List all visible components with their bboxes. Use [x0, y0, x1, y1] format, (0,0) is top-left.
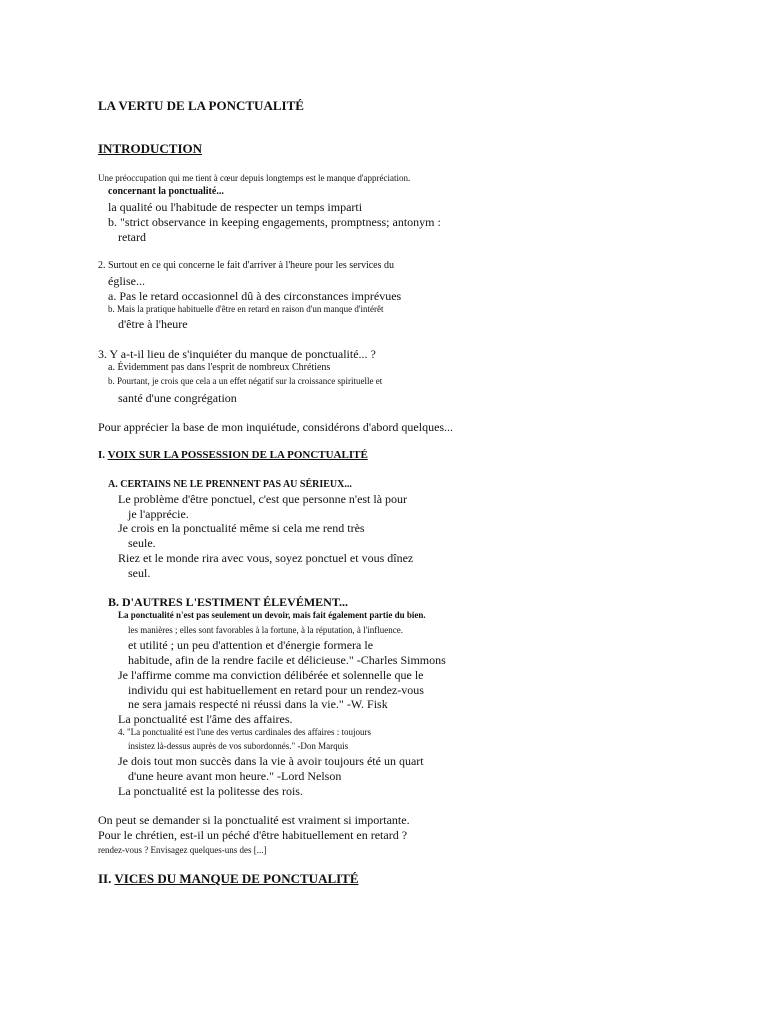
intro-concerning: concernant la ponctualité... — [108, 186, 224, 197]
point3-b-line2: santé d'une congrégation — [118, 391, 237, 405]
section-2-heading — [98, 872, 359, 885]
subsection-b-line3: et utilité ; un peu d'attention et d'énergie formera le — [128, 638, 374, 652]
closing-line2: Pour le chrétien, est-il un péché d'être habituellement en retard ? — [98, 828, 408, 842]
section-1-heading — [98, 450, 368, 461]
point3: 3. Y a-t-il lieu de s'inquiéter du manque de ponctualité... ? — [98, 347, 376, 361]
point3-a: a. Évidemment pas dans l'esprit de nombreux Chrétiens — [108, 362, 331, 373]
subsection-a-line5: Riez et le monde rira avec vous, soyez ponctuel et vous dînez — [118, 551, 414, 565]
subsection-a-heading: A. CERTAINS NE LE PRENNENT PAS AU SÉRIEUX... — [108, 479, 352, 490]
subsection-b-line5: Je l'affirme comme ma conviction délibérée et solennelle que le — [118, 668, 424, 682]
subsection-b-line10: insistez là-dessus auprès de vos subordonnés." -Don Marquis — [128, 741, 349, 751]
section-1-title: VOIX SUR LA POSSESSION DE LA PONCTUALITÉ — [107, 449, 368, 461]
point2-b-line1: b. Mais la pratique habituelle d'être en retard en raison d'un manque d'intérêt — [108, 304, 384, 314]
subsection-a-line4: seule. — [128, 536, 156, 550]
subsection-b-heading: B. D'AUTRES L'ESTIMENT ÉLEVÉMENT... — [108, 595, 348, 609]
intro-def-a: la qualité ou l'habitude de respecter un temps imparti — [108, 200, 363, 214]
subsection-b-line7: ne sera jamais respecté ni réussi dans la vie." -W. Fisk — [128, 697, 388, 711]
section-2-title: VICES DU MANQUE DE PONCTUALITÉ — [114, 871, 359, 886]
point2-line2: église... — [108, 274, 145, 288]
subsection-a-line1: Le problème d'être ponctuel, c'est que personne n'est là pour — [118, 492, 408, 506]
transition-text: Pour apprécier la base de mon inquiétude, considérons d'abord quelques... — [98, 420, 454, 434]
subsection-b-line1: La ponctualité n'est pas seulement un devoir, mais fait également partie du bien. — [118, 610, 426, 620]
subsection-b-line2: les manières ; elles sont favorables à la fortune, à la réputation, à l'influence. — [128, 625, 404, 635]
subsection-b-line11: Je dois tout mon succès dans la vie à avoir toujours été un quart — [118, 754, 424, 768]
intro-lead: Une préoccupation qui me tient à cœur depuis longtemps est le manque d'appréciation. — [98, 173, 411, 183]
closing-line3: rendez-vous ? Envisagez quelques-uns des [...] — [98, 845, 267, 855]
closing-line1: On peut se demander si la ponctualité est vraiment si importante. — [98, 813, 410, 827]
point3-b-line1: b. Pourtant, je crois que cela a un effet négatif sur la croissance spirituelle et — [108, 376, 383, 386]
intro-def-b-line2: retard — [118, 230, 146, 244]
section-1-number: I. — [98, 449, 106, 461]
section-2-number: II. — [98, 871, 112, 886]
point2-b-line2: d'être à l'heure — [118, 317, 188, 331]
document-title: LA VERTU DE LA PONCTUALITÉ — [98, 98, 304, 113]
point2-a: a. Pas le retard occasionnel dû à des circonstances imprévues — [108, 289, 402, 303]
intro-def-b-line1: b. "strict observance in keeping engagements, promptness; antonym : — [108, 215, 441, 229]
subsection-a-line2: je l'apprécie. — [128, 507, 189, 521]
subsection-b-line4: habitude, afin de la rendre facile et délicieuse." -Charles Simmons — [128, 653, 446, 667]
subsection-b-line9: 4. "La ponctualité est l'une des vertus cardinales des affaires : toujours — [118, 727, 372, 737]
introduction-heading: INTRODUCTION — [98, 141, 203, 156]
point2-line1: 2. Surtout en ce qui concerne le fait d'arriver à l'heure pour les services du — [98, 260, 394, 271]
subsection-b-line6: individu qui est habituellement en retard pour un rendez-vous — [128, 683, 424, 697]
subsection-a-line6: seul. — [128, 566, 151, 580]
subsection-b-line12: d'une heure avant mon heure." -Lord Nelson — [128, 769, 342, 783]
subsection-b-line13: La ponctualité est la politesse des rois. — [118, 784, 303, 798]
subsection-a-line3: Je crois en la ponctualité même si cela me rend très — [118, 521, 365, 535]
subsection-b-line8: La ponctualité est l'âme des affaires. — [118, 712, 293, 726]
